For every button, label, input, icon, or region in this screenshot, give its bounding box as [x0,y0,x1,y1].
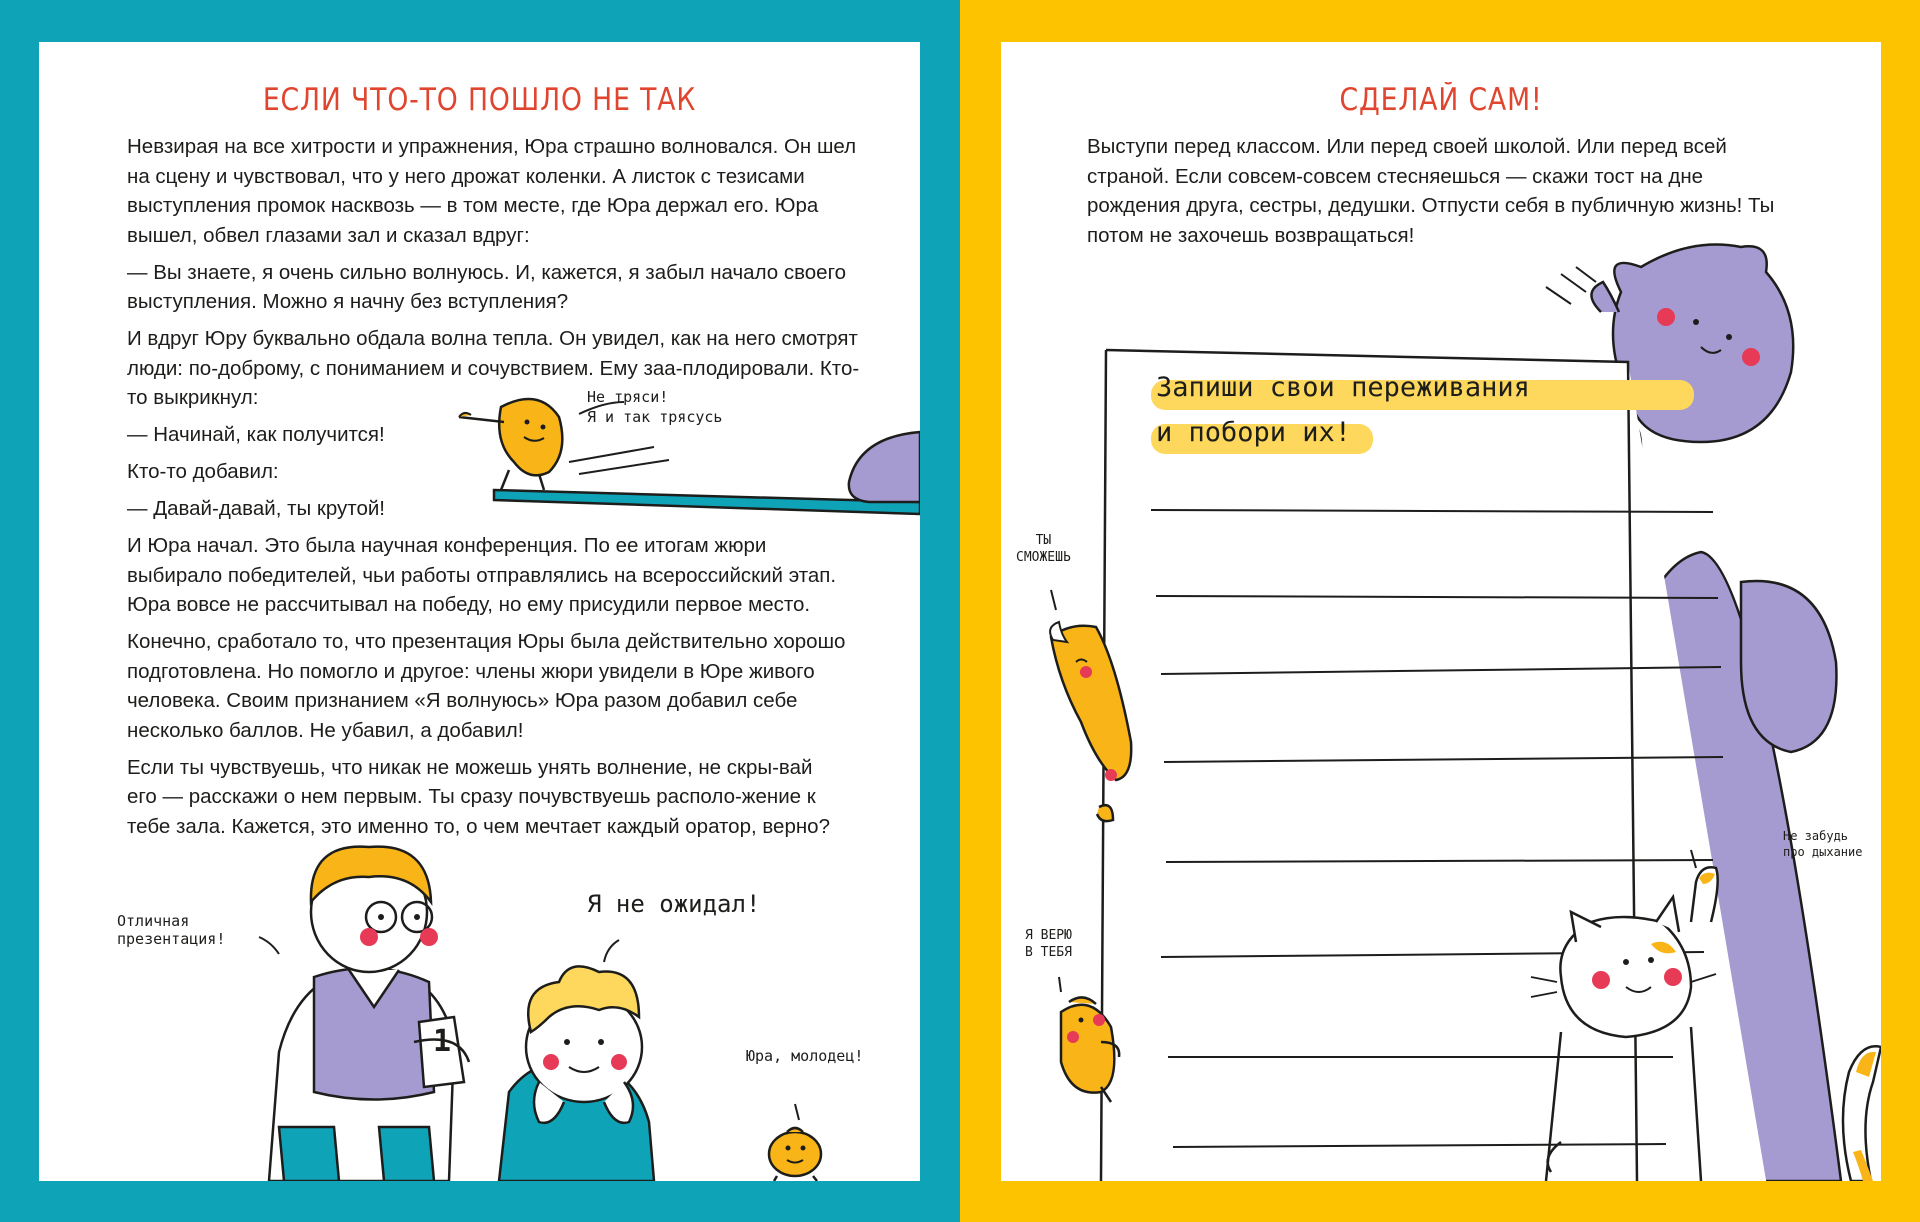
left-page [39,42,920,1181]
well-done-bubble: Юра, молодец! [746,1047,864,1065]
right-page-illustrations [1001,42,1881,1181]
worksheet-sheet [1101,350,1768,1181]
left-page-illustrations [39,42,920,1181]
paragraph: — Вы знаете, я очень сильно волнуюсь. И, кажется, я забыл начало своего выступления. Можно я начну без вступления? [127,260,847,313]
paragraph: — Давай-давай, ты крутой! [127,497,386,520]
certificate-number: 1 [433,1024,452,1059]
yura-boy-illustration [499,966,654,1181]
dont-shake-bubble: Не тряси! Я и так трясусь [587,388,723,426]
left-page-title: ЕСЛИ ЧТО-ТО ПОШЛО НЕ ТАК [262,82,697,118]
paragraph: — Начинай, как получится! [127,423,385,446]
hamster-icon [769,1128,821,1181]
worksheet-heading-line2: и побори их! [1156,417,1352,448]
paragraph: Невзирая на все хитрости и упражнения, Юра страшно волновался. Он шел на сцену и чувствовал, что у него дрожат коленки. А листок с тезисами выступления промок насквозь — в том месте, где Юра держал его. Юра вышел, обвел глазами зал и сказал вдруг: [127,135,857,247]
paragraph: И вдруг Юру буквально обдала волна тепла. Он увидел, как на него смотрят люди: по-доброму, с пониманием и сочувствием. Ему заа-плодировали. Кто-то выкрикнул: [127,327,860,409]
paragraph: Если ты чувствуешь, что никак не можешь унять волнение, не скры-вай его — расскажи о нем первым. Ты сразу почувствуешь располо-жение к тебе зала. Кажется, это именно то, о чем мечтает каждый оратор, верно? [127,755,830,838]
right-page-title: СДЕЛАЙ САМ! [1339,82,1543,118]
paragraph: И Юра начал. Это была научная конференция. По ее итогам жюри выбирало победителей, чьи работы отправлялись на всероссийский этап. Юра вовсе не рассчитывал на победу, но ему присудили первое место. [127,534,837,616]
dont-forget-breathing-bubble: Не забудь про дыхание [1783,829,1863,859]
i-believe-bubble: Я ВЕРЮ В ТЕБЯ [1025,928,1072,960]
worksheet-heading-line1: Запиши свои переживания [1156,372,1530,403]
paragraph: Кто-то добавил: [127,460,279,483]
boy-with-glasses-illustration [269,847,469,1181]
right-page [1001,42,1881,1181]
paragraph: Конечно, сработало то, что презентация Юры была действительно хорошо подготовлена. Но помогло и другое: члены жюри увидели в Юре живого человека. Своим признанием «Я волнуюсь» Юра разом добавил себе несколько баллов. Не убавил, а добавил! [127,630,846,742]
didnt-expect-bubble: Я не ожидал! [587,890,761,918]
great-presentation-bubble: Отличная презентация! [117,912,226,948]
hamster-jumping-icon [459,399,562,490]
right-page-intro: Выступи перед классом. Или перед своей школой. Или перед всей страной. Если совсем-совсем стесняешься — скажи тост на дне рождения друга, сестры, дедушки. Отпусти себя в публичную жизнь! Ты потом не захочешь возвращаться! [1087,135,1775,247]
you-can-bubble: ТЫ СМОЖЕШЬ [1016,533,1071,565]
